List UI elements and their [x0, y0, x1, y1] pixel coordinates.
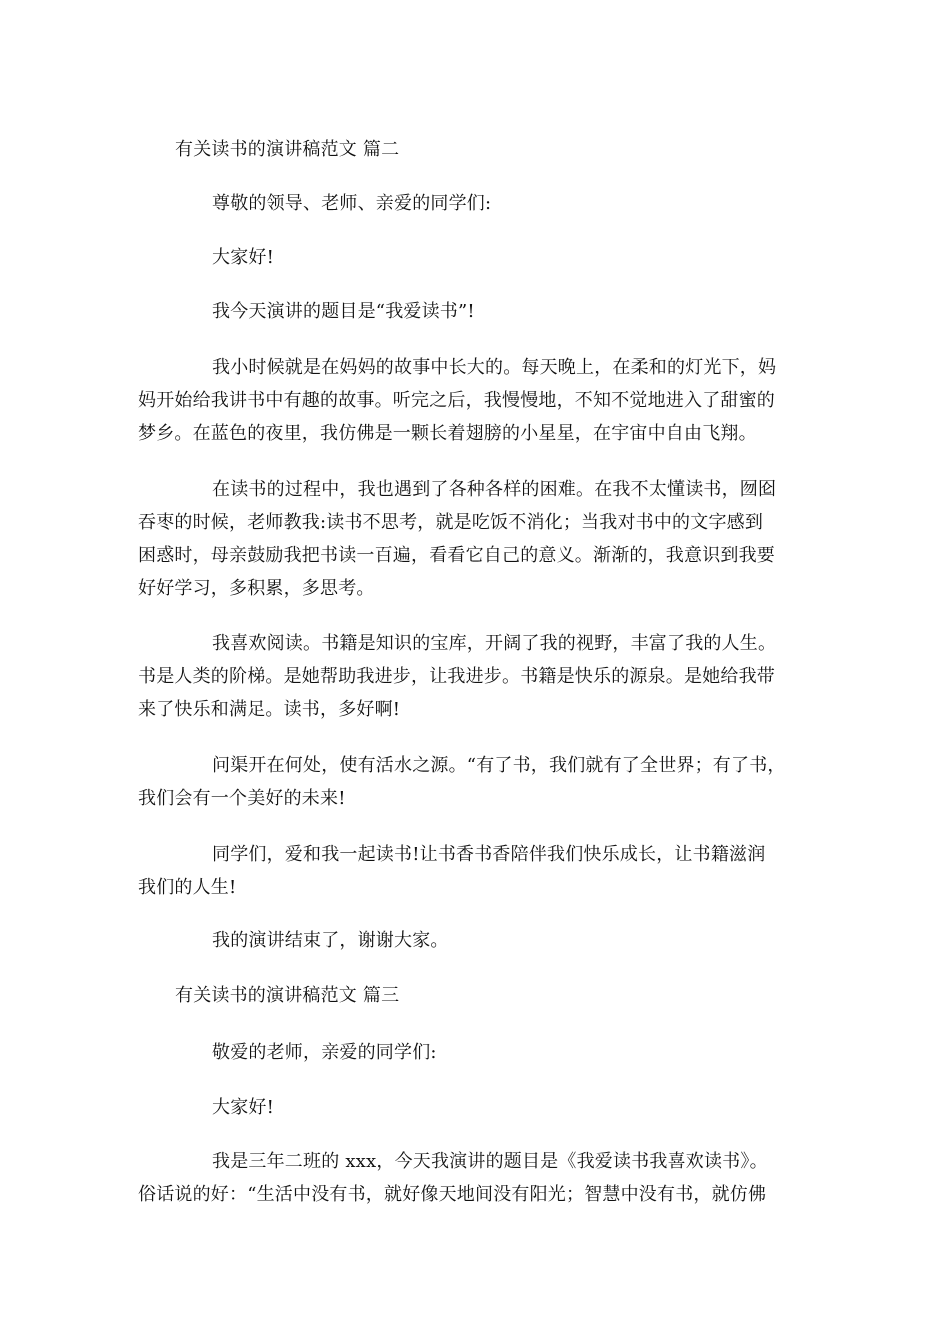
paragraph-line: 困惑时，母亲鼓励我把书读一百遍，看看它自己的意义。渐渐的，我意识到我要 [138, 545, 775, 566]
section-heading: 有关读书的演讲稿范文 篇三 [175, 985, 400, 1006]
salutation: 敬爱的老师，亲爱的同学们: [212, 1042, 437, 1063]
paragraph-line: 俗话说的好：“生活中没有书，就好像天地间没有阳光；智慧中没有书，就仿佛 [138, 1184, 767, 1205]
paragraph-line: 好好学习，多积累，多思考。 [138, 578, 375, 599]
paragraph-line: 书是人类的阶梯。是她帮助我进步，让我进步。书籍是快乐的源泉。是她给我带 [138, 666, 775, 687]
closing-line: 我的演讲结束了，谢谢大家。 [212, 930, 449, 951]
greeting-line: 大家好! [212, 1097, 275, 1118]
paragraph-line: 同学们，爱和我一起读书!让书香书香陪伴我们快乐成长，让书籍滋润 [212, 844, 766, 865]
paragraph-line: 我们的人生! [138, 877, 237, 898]
salutation: 尊敬的领导、老师、亲爱的同学们: [212, 193, 492, 214]
paragraph-line: 问渠开在何处，使有活水之源。“有了书，我们就有了全世界；有了书， [212, 755, 786, 776]
paragraph-line: 在读书的过程中，我也遇到了各种各样的困难。在我不太懂读书，囫囵 [212, 479, 777, 500]
paragraph-line: 我是三年二班的 xxx，今天我演讲的题目是《我爱读书我喜欢读书》。 [212, 1151, 768, 1172]
paragraph-line: 梦乡。在蓝色的夜里，我仿佛是一颗长着翅膀的小星星，在宇宙中自由飞翔。 [138, 423, 757, 444]
paragraph-line: 来了快乐和满足。读书，多好啊! [138, 699, 401, 720]
greeting-line: 大家好! [212, 247, 275, 268]
section-heading: 有关读书的演讲稿范文 篇二 [175, 139, 400, 160]
paragraph-line: 我小时候就是在妈妈的故事中长大的。每天晚上，在柔和的灯光下，妈 [212, 357, 777, 378]
paragraph-line: 我喜欢阅读。书籍是知识的宝库，开阔了我的视野，丰富了我的人生。 [212, 633, 777, 654]
speech-topic: 我今天演讲的题目是“我爱读书”! [212, 301, 475, 322]
paragraph-line: 妈开始给我讲书中有趣的故事。听完之后，我慢慢地，不知不觉地进入了甜蜜的 [138, 390, 775, 411]
paragraph-line: 吞枣的时候，老师教我:读书不思考，就是吃饭不消化；当我对书中的文字感到 [138, 512, 764, 533]
paragraph-line: 我们会有一个美好的未来! [138, 788, 346, 809]
